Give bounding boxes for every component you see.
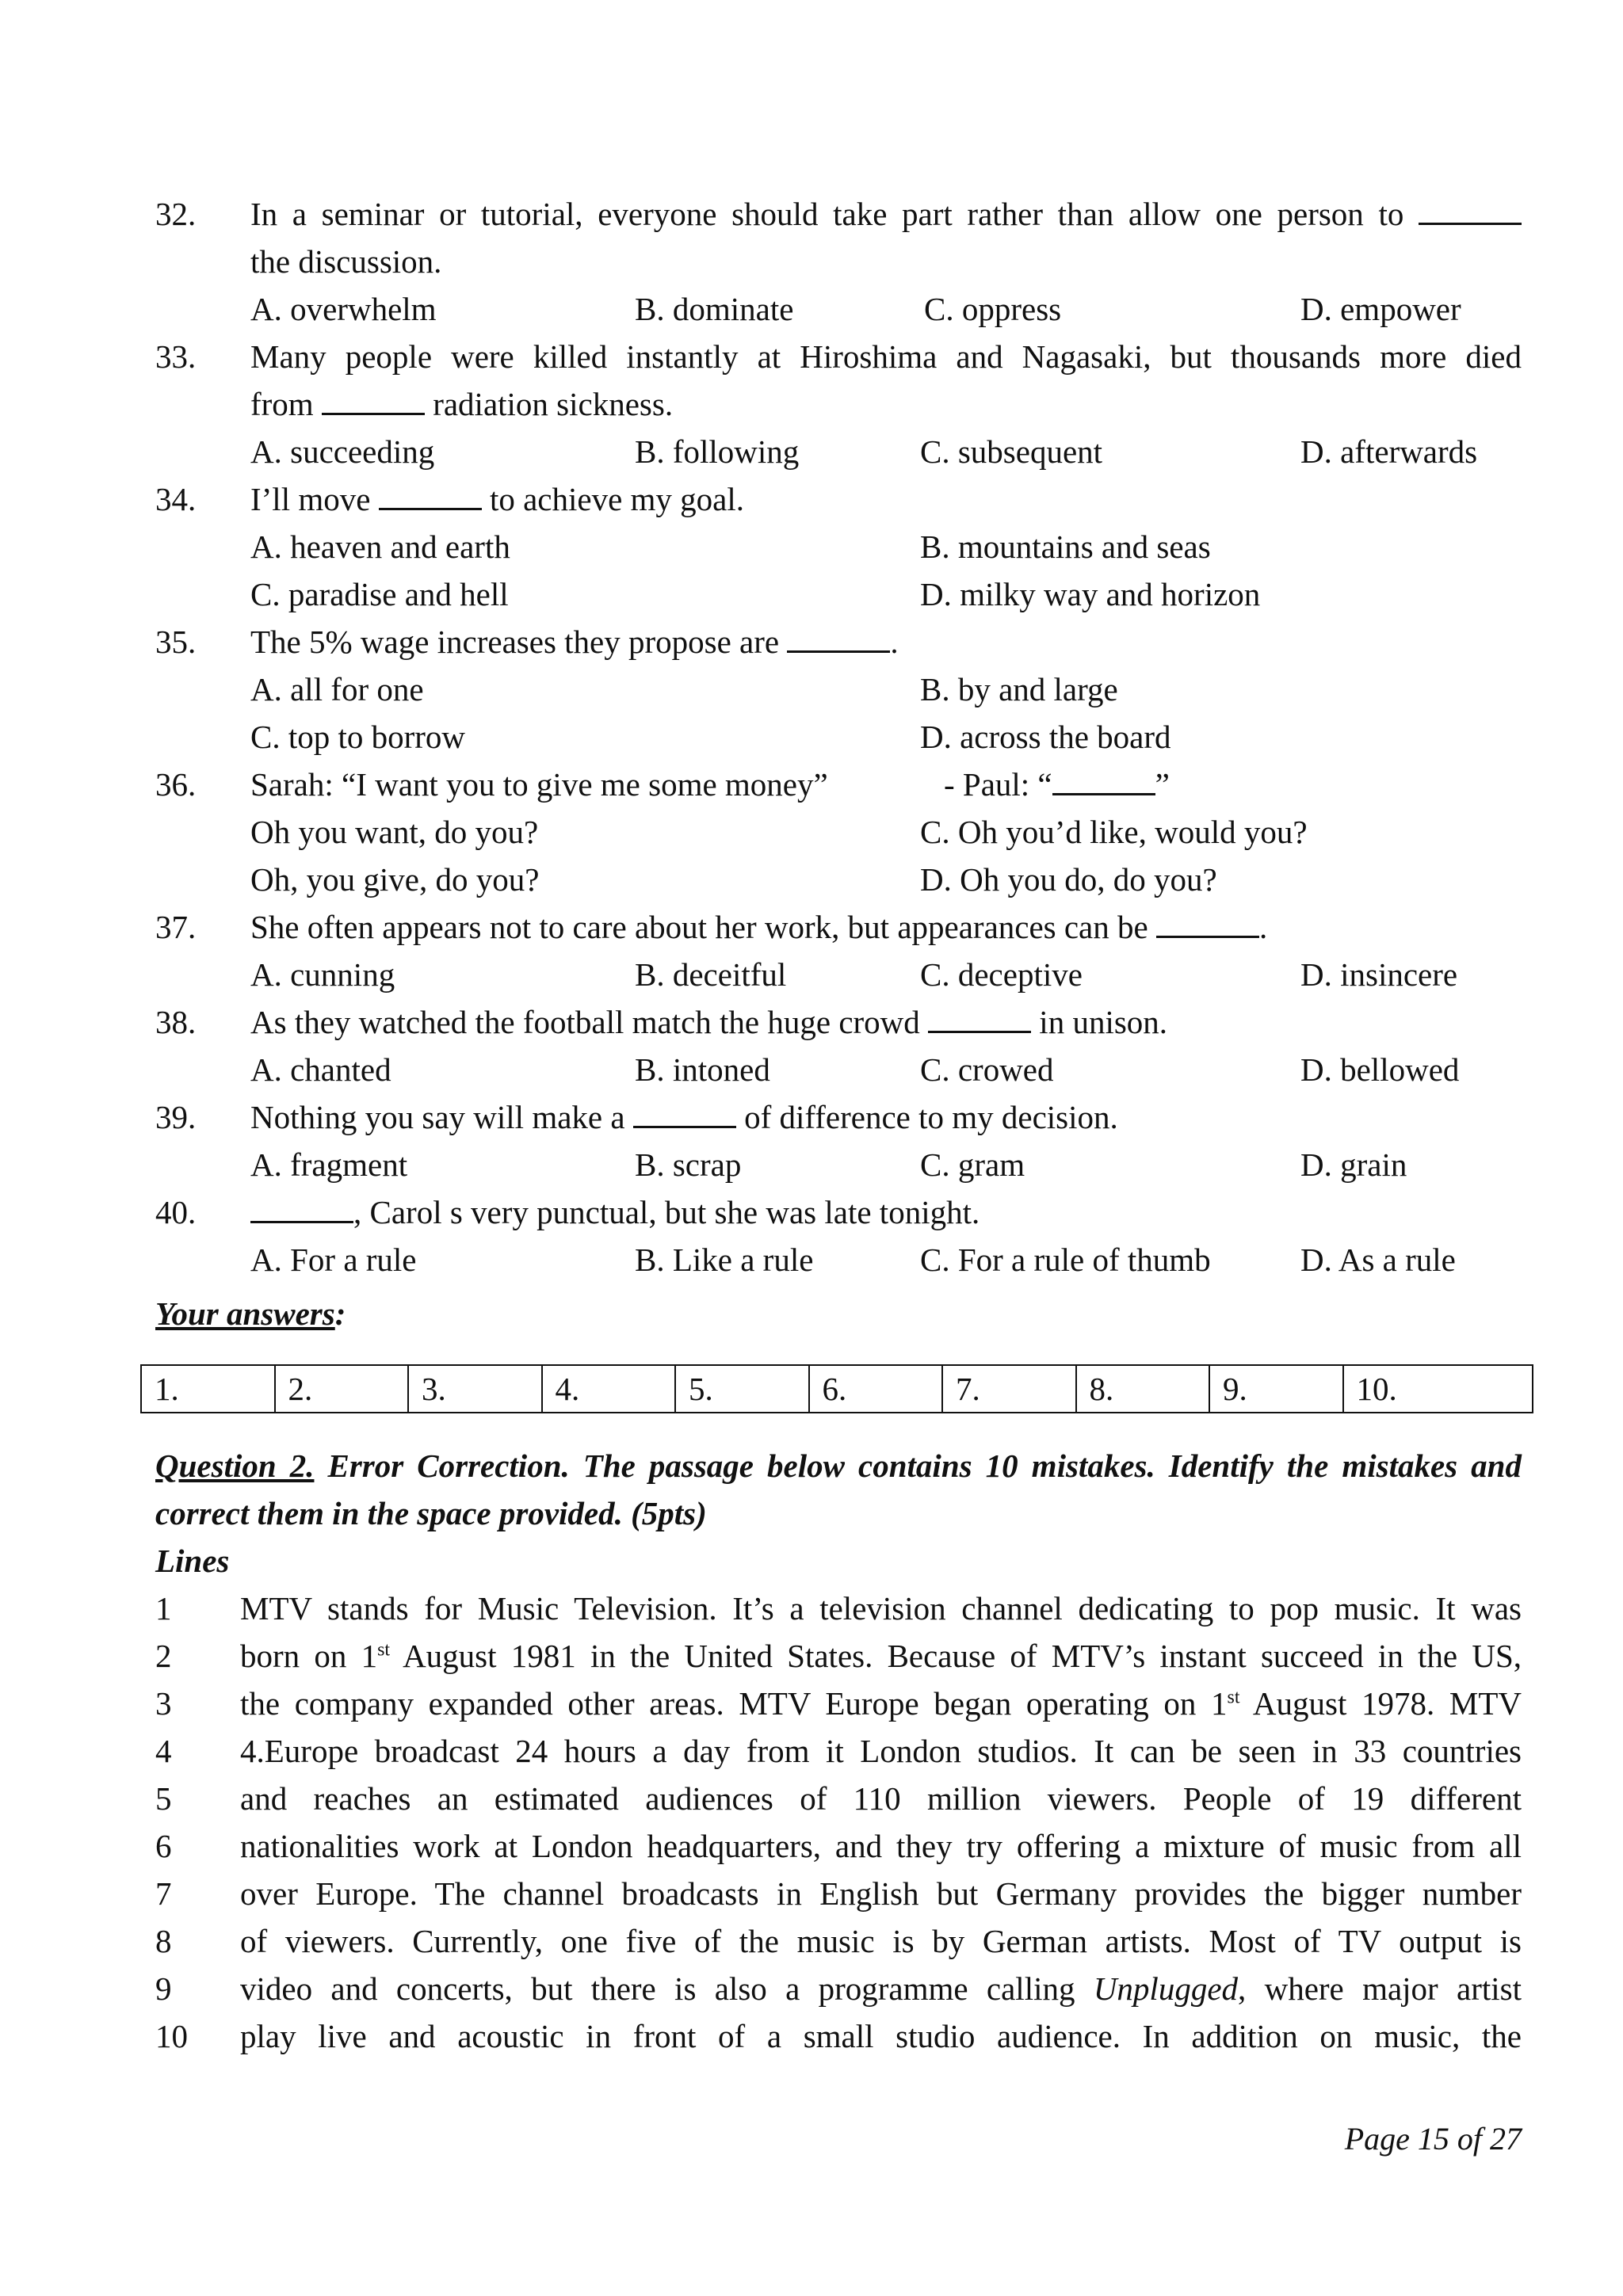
option-a: A. heaven and earth — [250, 528, 510, 565]
answer-blank — [633, 1097, 736, 1128]
option-c: C. For a rule of thumb — [920, 1241, 1211, 1278]
line-text: nationalities work at London headquarters, and they try offering a mixture of music from all — [240, 1828, 1522, 1864]
line-text: the company expanded other areas. MTV Europe began operating on 1st August 1978. MTV — [240, 1685, 1522, 1722]
question-39 — [155, 1093, 1522, 1188]
option-b: Oh, you give, do you? — [250, 861, 540, 898]
line-text: over Europe. The channel broadcasts in English but Germany provides the bigger number — [240, 1875, 1522, 1912]
option-c: C. subsequent — [920, 433, 1103, 470]
question-37 — [155, 903, 1522, 998]
line-text: video and concerts, but there is also a programme calling Unplugged, where major artist — [240, 1970, 1522, 2007]
question-2-instruction: Question 2. Error Correction. The passage below contains 10 mistakes. Identify the mistakes and correct them in the space provided. (5pts) — [155, 1447, 1522, 1531]
answer-blank — [379, 479, 482, 510]
line-number: 1 — [155, 1590, 172, 1627]
answers-heading: Your answers: — [155, 1295, 346, 1332]
question-38 — [155, 998, 1522, 1093]
answer-blank — [928, 1002, 1031, 1033]
option-c: C. paradise and hell — [250, 576, 509, 612]
question-stem-cont: from radiation sickness. — [250, 386, 674, 422]
passage-line-2 — [155, 1632, 1522, 1680]
option-a: A. overwhelm — [250, 291, 437, 327]
option-b: B. dominate — [635, 291, 794, 327]
line-text: and reaches an estimated audiences of 110 million viewers. People of 19 different — [240, 1780, 1522, 1817]
question-number: 32. — [155, 196, 197, 232]
line-text: 4.Europe broadcast 24 hours a day from it London studios. It can be seen in 33 countries — [240, 1733, 1522, 1769]
question-stem: Many people were killed instantly at Hiroshima and Nagasaki, but thousands more died — [250, 338, 1522, 375]
page-number: Page 15 of 27 — [1344, 2121, 1522, 2157]
answer-cell-2[interactable]: 2. — [275, 1365, 409, 1413]
answer-blank — [250, 1192, 353, 1223]
question-number: 35. — [155, 624, 197, 660]
line-text: of viewers. Currently, one five of the music is by German artists. Most of TV output is — [240, 1923, 1522, 1959]
question-33 — [155, 333, 1522, 475]
lines-label: Lines — [155, 1543, 230, 1579]
option-b: B. deceitful — [635, 956, 787, 993]
option-a: A. all for one — [250, 671, 424, 707]
passage-line-3 — [155, 1680, 1522, 1727]
question-stem: I’ll move to achieve my goal. — [250, 481, 744, 517]
answer-cell-7[interactable]: 7. — [942, 1365, 1076, 1413]
question-32 — [155, 190, 1522, 333]
option-d: D. bellowed — [1300, 1051, 1460, 1088]
question-stem: , Carol s very punctual, but she was late tonight. — [250, 1188, 1522, 1236]
question-35 — [155, 618, 1522, 761]
option-d: D. grain — [1300, 1146, 1407, 1183]
answer-blank — [1156, 907, 1259, 938]
line-number: 9 — [155, 1970, 172, 2007]
option-d: D. insincere — [1300, 956, 1458, 993]
question-stem-reply: - Paul: “ ” — [944, 766, 1170, 803]
option-c: C. top to borrow — [250, 719, 466, 755]
option-b: B. Like a rule — [635, 1241, 814, 1278]
question-40 — [155, 1188, 1522, 1283]
line-number: 8 — [155, 1923, 172, 1959]
option-d: D. milky way and horizon — [920, 576, 1261, 612]
answer-cell-4[interactable]: 4. — [542, 1365, 676, 1413]
question-stem: The 5% wage increases they propose are . — [250, 624, 899, 660]
question-stem: As they watched the football match the huge crowd in unison. — [250, 1004, 1168, 1040]
option-b: B. mountains and seas — [920, 528, 1211, 565]
question-number: 37. — [155, 909, 197, 945]
option-d: D. As a rule — [1300, 1241, 1456, 1278]
question-stem: Nothing you say will make a of difference to my decision. — [250, 1099, 1118, 1135]
answer-blank — [322, 384, 425, 415]
option-c: C. oppress — [924, 291, 1062, 327]
question-number: 34. — [155, 481, 197, 517]
line-text: MTV stands for Music Television. It’s a television channel dedicating to pop music. It was — [240, 1590, 1522, 1627]
answer-cell-6[interactable]: 6. — [809, 1365, 943, 1413]
passage-line-4 — [155, 1727, 1522, 1775]
option-a: A. succeeding — [250, 433, 435, 470]
line-number: 3 — [155, 1685, 172, 1722]
line-number: 6 — [155, 1828, 172, 1864]
passage-line-9 — [155, 1965, 1522, 2012]
answer-cell-3[interactable]: 3. — [408, 1365, 542, 1413]
passage-line-6 — [155, 1822, 1522, 1870]
option-a: A. cunning — [250, 956, 395, 993]
answer-cell-5[interactable]: 5. — [675, 1365, 809, 1413]
question-stem: She often appears not to care about her work, but appearances can be . — [250, 909, 1268, 945]
option-a: A. For a rule — [250, 1241, 417, 1278]
option-a: A. fragment — [250, 1146, 408, 1183]
question-34 — [155, 475, 1522, 618]
line-number: 7 — [155, 1875, 172, 1912]
line-number: 5 — [155, 1780, 172, 1817]
passage-line-5 — [155, 1775, 1522, 1822]
passage-line-8 — [155, 1917, 1522, 1965]
question-2-label: Question 2. — [155, 1447, 315, 1484]
line-number: 2 — [155, 1638, 172, 1674]
answer-cell-8[interactable]: 8. — [1076, 1365, 1210, 1413]
option-a: Oh you want, do you? — [250, 814, 539, 850]
option-c: C. Oh you’d like, would you? — [920, 814, 1308, 850]
option-c: C. deceptive — [920, 956, 1083, 993]
passage-line-10 — [155, 2012, 1522, 2060]
question-stem: Sarah: “I want you to give me some money” — [250, 766, 828, 803]
question-number: 33. — [155, 338, 197, 375]
line-number: 4 — [155, 1733, 172, 1769]
question-36 — [155, 761, 1522, 903]
question-stem: In a seminar or tutorial, everyone should take part rather than allow one person to — [250, 190, 1522, 238]
question-number: 39. — [155, 1099, 197, 1135]
option-d: D. Oh you do, do you? — [920, 861, 1217, 898]
option-d: D. across the board — [920, 719, 1171, 755]
answer-row — [141, 1365, 1533, 1413]
answer-blank — [1052, 765, 1155, 795]
question-stem-cont: the discussion. — [250, 243, 442, 280]
question-number: 40. — [155, 1194, 197, 1230]
question-number: 36. — [155, 766, 197, 803]
line-number: 10 — [155, 2018, 188, 2054]
option-d: D. empower — [1300, 291, 1461, 327]
option-d: D. afterwards — [1300, 433, 1478, 470]
option-c: C. crowed — [920, 1051, 1054, 1088]
option-b: B. by and large — [920, 671, 1118, 707]
answer-blank — [1419, 194, 1522, 225]
option-b: B. following — [635, 433, 800, 470]
passage-line-7 — [155, 1870, 1522, 1917]
option-b: B. scrap — [635, 1146, 742, 1183]
passage-line-1 — [155, 1585, 1522, 1632]
option-b: B. intoned — [635, 1051, 770, 1088]
option-a: A. chanted — [250, 1051, 391, 1088]
answer-cell-9[interactable]: 9. — [1209, 1365, 1343, 1413]
answer-cell-10[interactable]: 10. — [1343, 1365, 1533, 1413]
answer-cell-1[interactable]: 1. — [141, 1365, 275, 1413]
answer-blank — [787, 622, 890, 653]
question-number: 38. — [155, 1004, 197, 1040]
answer-table — [140, 1364, 1533, 1413]
line-text: born on 1st August 1981 in the United States. Because of MTV’s instant succeed in the US, — [240, 1638, 1522, 1674]
option-c: C. gram — [920, 1146, 1025, 1183]
line-text: play live and acoustic in front of a small studio audience. In addition on music, the — [240, 2018, 1522, 2054]
